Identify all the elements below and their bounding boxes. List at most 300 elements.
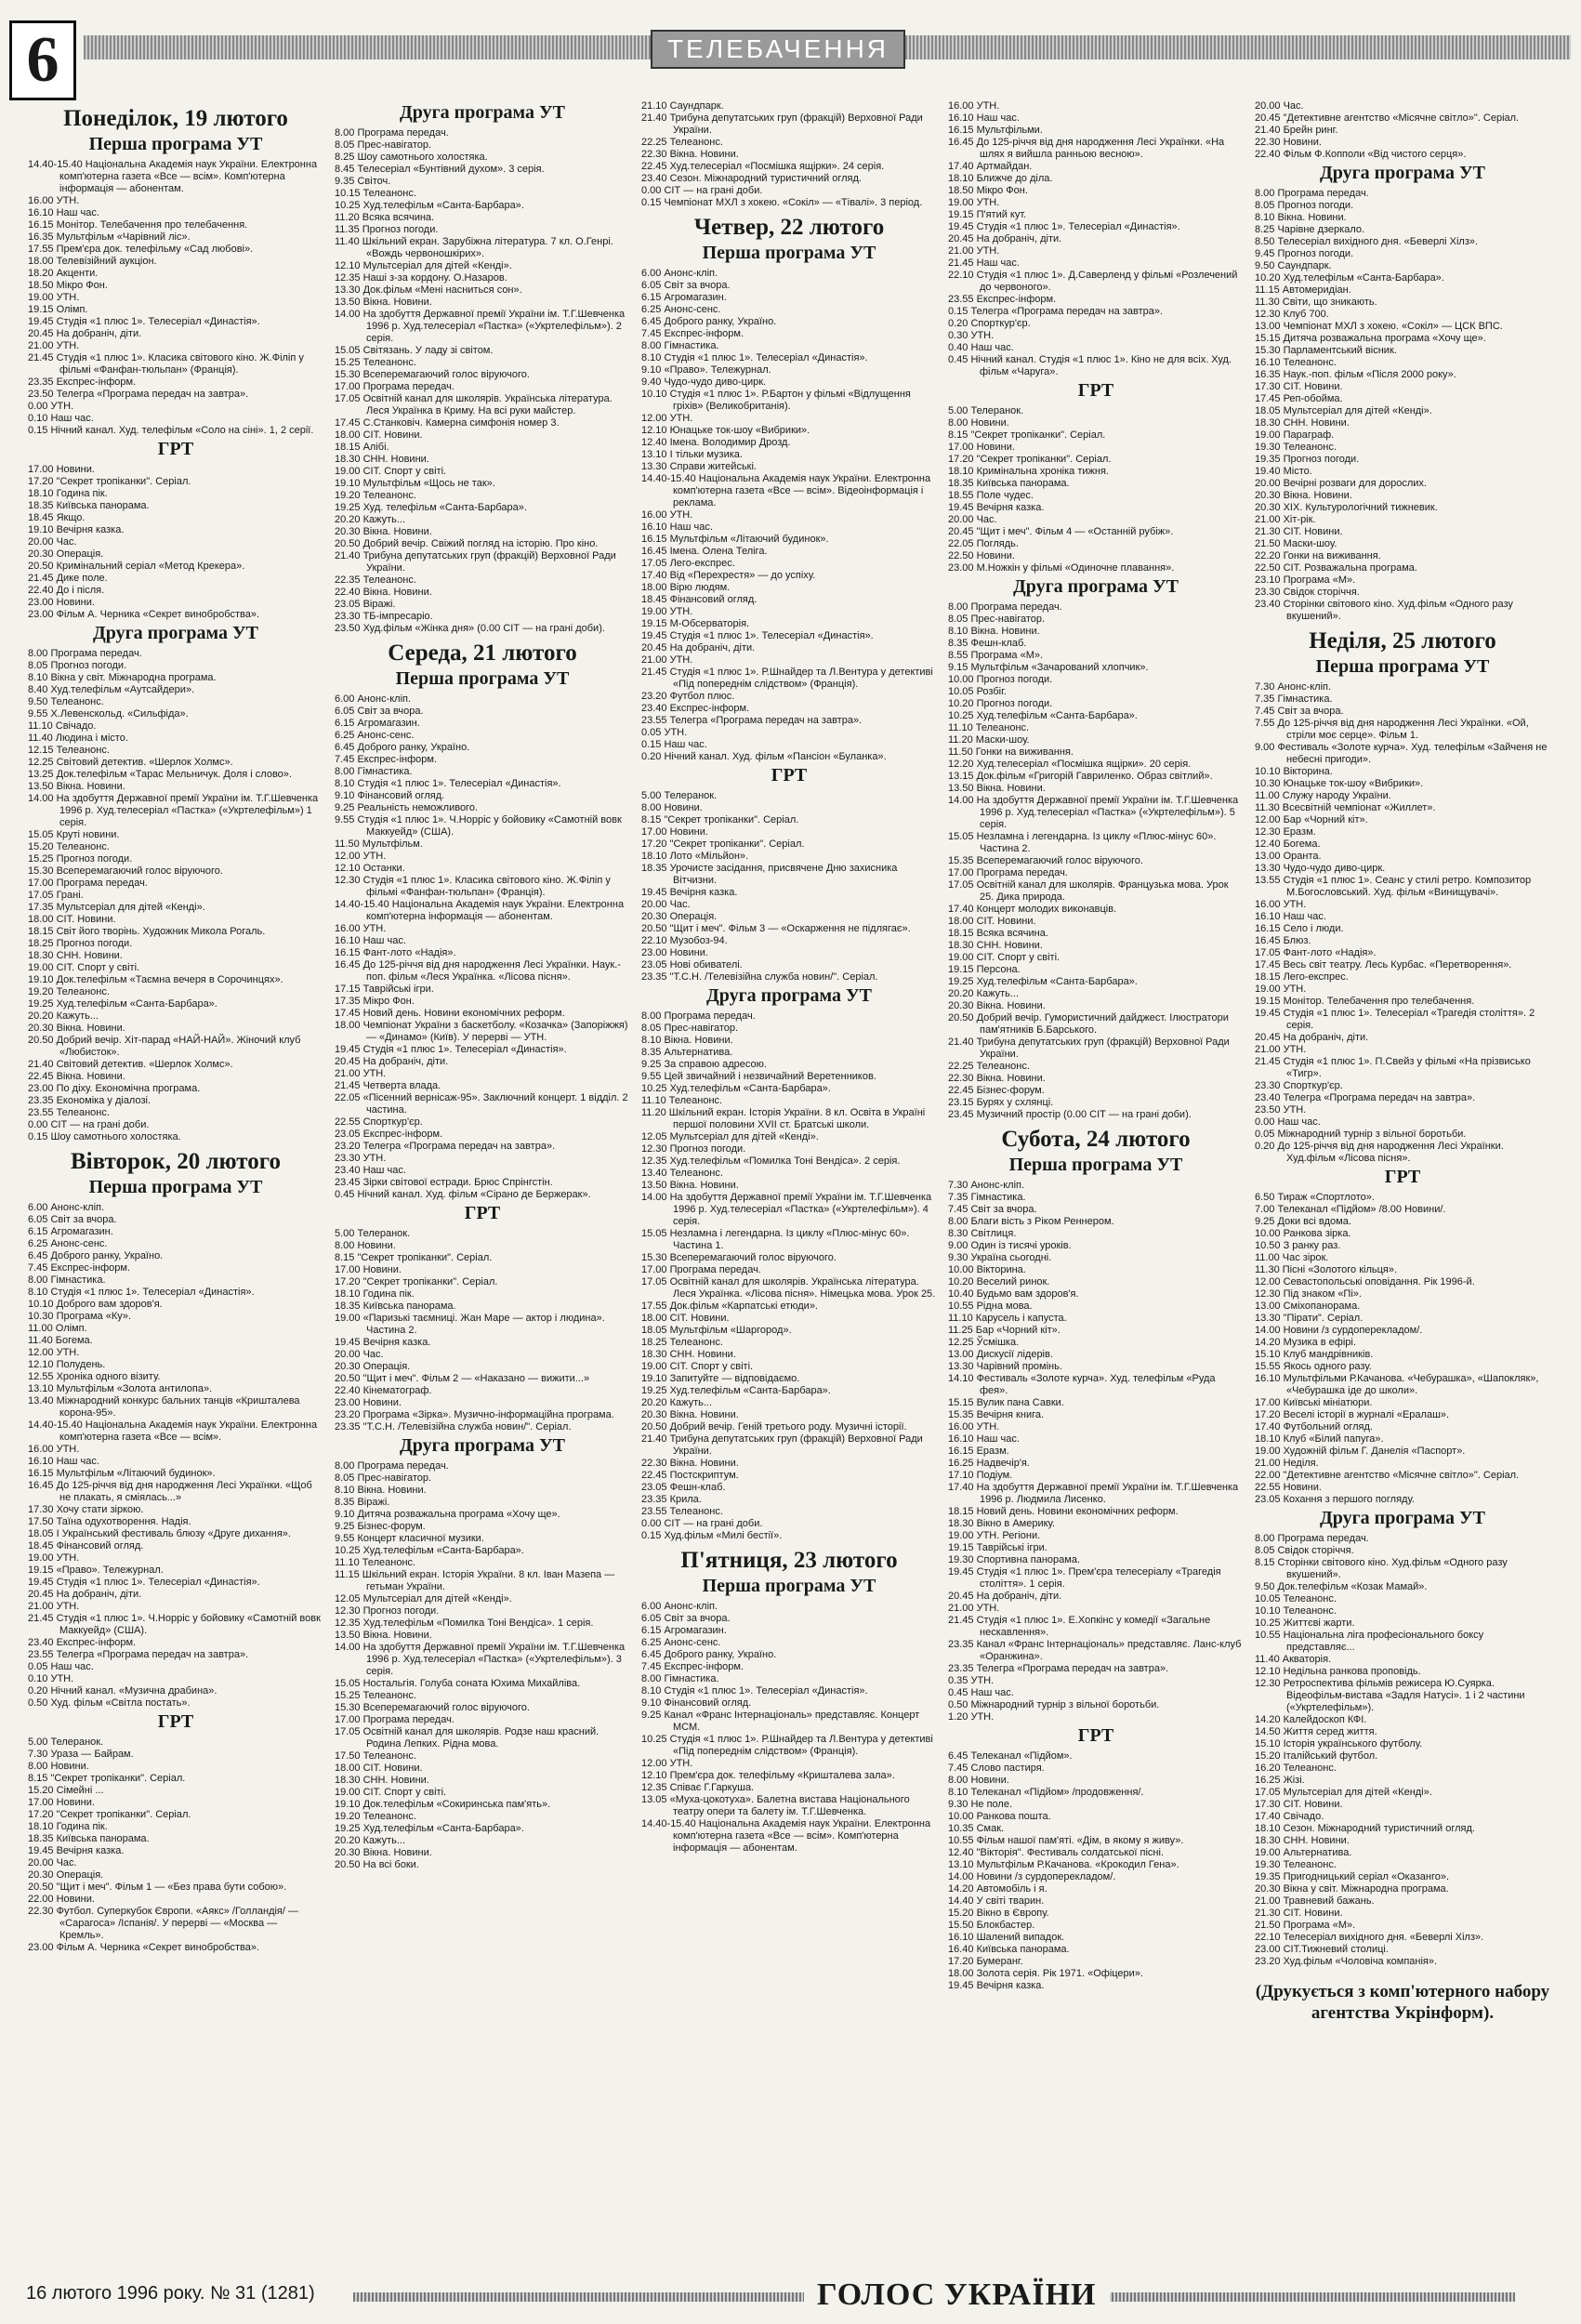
schedule-item: 18.10 Година пік.	[28, 488, 108, 499]
schedule-item: 18.15 Всяка всячина.	[948, 928, 1048, 939]
schedule-item: 19.10 Вечірня казка.	[28, 524, 125, 535]
schedule-item: 6.15 Агромагазин.	[641, 1625, 727, 1636]
schedule-item: 9.55 Концерт класичної музики.	[335, 1533, 484, 1544]
schedule-item: 9.35 Світоч.	[335, 176, 391, 187]
schedule-item: 0.00 СІТ — на грані доби.	[28, 1119, 150, 1130]
schedule-item: 20.50 Добрий вечір. Хіт-парад «НАЙ-НАЙ». Жіночий клуб «Любисток».	[28, 1035, 301, 1058]
schedule-item: 20.45 На добраніч, діти.	[28, 328, 142, 339]
schedule-item: 20.00 Час.	[28, 1857, 77, 1868]
schedule-list	[948, 1180, 1244, 1723]
schedule-list	[28, 159, 323, 437]
schedule-item: 0.40 Наш час.	[948, 342, 1014, 353]
schedule-item: 18.05 І Український фестиваль блюзу «Друге дихання».	[28, 1528, 291, 1539]
schedule-item: 8.10 Вікна. Новини.	[1255, 212, 1347, 223]
schedule-item: 15.50 Блокбастер.	[948, 1920, 1035, 1931]
schedule-item: 13.10 І тільки музика.	[641, 449, 743, 460]
schedule-item: 23.00 СІТ.Тижневий столиці.	[1255, 1944, 1389, 1955]
schedule-item: 23.40 Телегра «Програма передач на завтра».	[1255, 1092, 1476, 1103]
schedule-item: 19.35 Прогноз погоди.	[1255, 454, 1360, 465]
day-heading: Понеділок, 19 лютого	[63, 106, 288, 131]
schedule-item: 11.10 Свічадо.	[28, 720, 97, 732]
schedule-item: 23.55 Телеанонс.	[641, 1506, 723, 1517]
schedule-item: 21.40 Трибуна депутатських груп (фракцій) Верховної Ради України.	[641, 112, 923, 136]
schedule-item: 22.50 Новини.	[948, 550, 1015, 561]
channel-heading: Друга програма УТ	[705, 985, 873, 1006]
schedule-item: 10.05 Розбіг.	[948, 686, 1007, 697]
schedule-item: 19.45 Вечірня казка.	[641, 887, 738, 898]
schedule-item: 19.00 УТН. Регіони.	[948, 1530, 1041, 1541]
schedule-item: 23.50 Телегра «Програма передач на завтра».	[28, 389, 249, 400]
schedule-item: 19.45 Студія «1 плюс 1». Телесеріал «Династія».	[28, 316, 260, 327]
schedule-item: 18.45 Фінансовий огляд.	[641, 594, 758, 605]
schedule-item: 9.10 Фінансовий огляд.	[335, 790, 445, 801]
schedule-item: 13.50 Вікна. Новини.	[641, 1180, 739, 1191]
schedule-item: 10.55 Рідна мова.	[948, 1301, 1033, 1312]
schedule-item: 17.50 Телеанонс.	[335, 1750, 416, 1762]
schedule-item: 23.20 Футбол плюс.	[641, 691, 735, 702]
schedule-item: 21.45 Студія «1 плюс 1». П.Свейз у фільмі «На прізвисько «Тигр».	[1255, 1056, 1531, 1079]
channel-heading: ГРТ	[1077, 1725, 1114, 1746]
schedule-item: 17.05 Лего-експрес.	[641, 558, 735, 569]
schedule-item: 16.45 До 125-річчя від дня народження Лесі Українки. Наук.-поп. фільм «Леся Українка. «Лісова пісня».	[335, 959, 621, 983]
schedule-item: 17.20 "Секрет тропіканки". Серіал.	[28, 476, 191, 487]
schedule-item: 15.10 Клуб мандрівників.	[1255, 1349, 1374, 1360]
schedule-item: 9.15 Мультфільм «Зачарований хлопчик».	[948, 662, 1149, 673]
schedule-item: 22.45 Бізнес-форум.	[948, 1085, 1045, 1096]
schedule-item: 7.35 Гімнастика.	[1255, 693, 1333, 705]
schedule-item: 23.40 Наш час.	[335, 1165, 406, 1176]
schedule-item: 14.20 Калейдоскоп КФІ.	[1255, 1714, 1367, 1725]
schedule-item: 9.10 «Право». Тележурнал.	[641, 364, 771, 376]
schedule-item: 22.40 До і після.	[28, 585, 105, 596]
schedule-item: 19.00 «Паризькі таємниці. Жан Маре — актор і людина». Частина 2.	[335, 1313, 605, 1336]
schedule-list	[28, 1202, 323, 1710]
schedule-item: 19.15 М-Обсерваторія.	[641, 618, 750, 629]
schedule-item: 21.00 Хіт-рік.	[1255, 514, 1316, 525]
schedule-item: 17.20 "Секрет тропіканки". Серіал.	[641, 838, 805, 850]
schedule-item: 8.00 Гімнастика.	[641, 1673, 719, 1684]
schedule-item: 12.05 Мультсеріал для дітей «Кенді».	[335, 1593, 512, 1604]
schedule-item: 17.20 "Секрет тропіканки". Серіал.	[28, 1809, 191, 1820]
schedule-item: 20.30 Вікна. Новини.	[28, 1023, 125, 1034]
schedule-item: 19.25 Худ. телефільм «Санта-Барбара».	[335, 502, 527, 513]
page-header	[0, 0, 1581, 102]
schedule-item: 8.15 "Секрет тропіканки". Серіал.	[335, 1252, 493, 1263]
schedule-item: 18.35 Урочисте засідання, присвячене Дню захисника Вітчизни.	[641, 863, 898, 886]
schedule-item: 17.10 Подіум.	[948, 1470, 1013, 1481]
schedule-item: 21.45 Студія «1 плюс 1». Р.Шнайдер та Л.Вентура у детективі «Під попереднім слідством» (Франція).	[641, 667, 933, 690]
schedule-item: 6.45 Доброго ранку, Україно.	[641, 316, 777, 327]
schedule-item: 14.40 У світі тварин.	[948, 1895, 1045, 1907]
schedule-item: 0.50 Худ. фільм «Світла постать».	[28, 1697, 191, 1709]
schedule-list	[28, 1736, 323, 1954]
schedule-item: 12.10 Мультсеріал для дітей «Кенді».	[335, 260, 512, 271]
schedule-item: 23.00 Новини.	[28, 597, 95, 608]
tv-listings	[28, 100, 1561, 2238]
schedule-item: 20.50 На всі боки.	[335, 1859, 419, 1870]
schedule-item: 17.05 Фант-лото «Надія».	[1255, 947, 1377, 958]
schedule-item: 17.50 Таїна одухотворення. Надія.	[28, 1516, 191, 1527]
schedule-item: 23.00 Новини.	[641, 947, 708, 958]
schedule-item: 10.25 Худ.телефільм «Санта-Барбара».	[335, 200, 524, 211]
schedule-item: 8.10 Студія «1 плюс 1». Телесеріал «Династія».	[28, 1287, 255, 1298]
schedule-item: 18.10 Клуб «Білий папуга».	[1255, 1433, 1384, 1445]
schedule-item: 20.00 Час.	[641, 899, 691, 910]
schedule-item: 12.05 Мультсеріал для дітей «Кенді».	[641, 1131, 819, 1142]
schedule-item: 21.00 УТН.	[1255, 1044, 1307, 1055]
schedule-item: 6.15 Агромагазин.	[641, 292, 727, 303]
schedule-item: 6.05 Світ за вчора.	[335, 706, 424, 717]
schedule-item: 16.10 Наш час.	[28, 1456, 99, 1467]
schedule-item: 0.15 Худ.фільм «Милі бестії».	[641, 1530, 783, 1541]
schedule-item: 8.00 Благи вість з Ріком Реннером.	[948, 1216, 1114, 1227]
schedule-item: 18.50 Мікро Фон.	[948, 185, 1028, 196]
schedule-item: 20.45 "Детективне агентство «Місячне світло»". Серіал.	[1255, 112, 1520, 124]
schedule-item: 17.35 Мультсеріал для дітей «Кенді».	[28, 902, 205, 913]
schedule-item: 13.00 Чемпіонат МХЛ з хокею. «Сокіл» — ЦСК ВПС.	[1255, 321, 1503, 332]
schedule-item: 21.10 Саундпарк.	[641, 100, 724, 112]
schedule-item: 11.10 Телеанонс.	[641, 1095, 723, 1106]
schedule-item: 18.00 Вірю людям.	[641, 582, 731, 593]
channel-heading: ГРТ	[157, 439, 194, 459]
schedule-item: 17.20 Бумеранг.	[948, 1956, 1023, 1967]
schedule-item: 0.15 Наш час.	[641, 739, 707, 750]
schedule-item: 22.10 Музобоз-94.	[641, 935, 728, 946]
schedule-item: 16.40 Київська панорама.	[948, 1944, 1070, 1955]
schedule-item: 11.35 Прогноз погоди.	[335, 224, 439, 235]
schedule-item: 18.10 Сезон. Міжнародний туристичний огляд.	[1255, 1823, 1475, 1834]
schedule-item: 21.00 Травневий бажань.	[1255, 1895, 1375, 1907]
schedule-item: 6.25 Анонс-сенс.	[641, 304, 721, 315]
schedule-item: 12.30 Студія «1 плюс 1». Класика світового кіно. Ж.Філіп у фільмі «Фанфан-тюльпан» (Франція).	[335, 875, 611, 898]
schedule-item: 14.00 На здобуття Державної премії України ім. Т.Г.Шевченка 1996 р. Худ.телесеріал «Пастка» («Укртелефільм»). 5 серія.	[948, 795, 1239, 830]
schedule-item: 17.00 Програма передач.	[335, 1714, 455, 1725]
schedule-item: 6.50 Тираж «Спортлото».	[1255, 1192, 1375, 1203]
channel-heading: ГРТ	[1077, 380, 1114, 401]
schedule-item: 21.45 Студія «1 плюс 1». Е.Хопкінс у комедії «Загальне нескавлення».	[948, 1615, 1211, 1638]
schedule-item: 0.15 Нічний канал. Худ. телефільм «Соло на сіні». 1, 2 серії.	[28, 425, 314, 436]
schedule-item: 0.45 Нічний канал. Худ. фільм «Сірано де Бержерак».	[335, 1189, 591, 1200]
schedule-item: 11.15 Автомеридіан.	[1255, 284, 1351, 296]
schedule-item: 14.00 На здобуття Державної премії України ім. Т.Г.Шевченка 1996 р. Худ.телесеріал «Пастка» («Укртелефільм»). 3 серія.	[335, 1642, 626, 1677]
schedule-item: 19.00 УТН.	[28, 292, 80, 303]
schedule-item: 13.10 Мультфільм «Золота антилопа».	[28, 1383, 213, 1394]
schedule-item: 8.00 Програма передач.	[28, 648, 142, 659]
schedule-item: 15.25 Прогноз погоди.	[28, 853, 133, 865]
schedule-item: 0.00 УТН.	[28, 401, 74, 412]
schedule-item: 12.40 Імена. Володимир Дрозд.	[641, 437, 791, 448]
schedule-item: 11.40 Богема.	[28, 1335, 93, 1346]
schedule-item: 11.00 Служу народу України.	[1255, 790, 1391, 801]
schedule-item: 8.00 Новини.	[28, 1761, 89, 1772]
schedule-item: 8.10 Вікна у світ. Міжнародна програма.	[28, 672, 217, 683]
schedule-item: 23.35 "Т.С.Н. /Телевізійна служба новин/". Серіал.	[335, 1421, 572, 1433]
schedule-item: 19.20 Телеанонс.	[335, 1811, 416, 1822]
schedule-item: 12.30 Прогноз погоди.	[641, 1143, 746, 1155]
schedule-item: 8.35 Фешн-клаб.	[948, 638, 1027, 649]
schedule-item: 9.50 Саундпарк.	[1255, 260, 1332, 271]
schedule-item: 18.15 Світ його творінь. Художник Микола Рогаль.	[28, 926, 266, 937]
schedule-item: 13.30 Чарівний промінь.	[948, 1361, 1062, 1372]
schedule-item: 19.00 СІТ. Спорт у світі.	[335, 1787, 447, 1798]
schedule-item: 12.25 Ўсмішка.	[948, 1337, 1020, 1348]
schedule-item: 18.45 Фінансовий огляд.	[28, 1540, 144, 1552]
schedule-item: 17.05 Грані.	[28, 890, 84, 901]
schedule-item: 15.10 Історія українського футболу.	[1255, 1738, 1423, 1750]
schedule-item: 10.05 Телеанонс.	[1255, 1593, 1337, 1604]
schedule-item: 10.10 Доброго вам здоров'я.	[28, 1299, 163, 1310]
schedule-item: 20.30 Вікна. Новини.	[641, 1409, 739, 1420]
channel-heading: Друга програма УТ	[1319, 163, 1486, 183]
issue-date: 16 лютого 1996 року. № 31 (1281)	[26, 2283, 315, 2304]
schedule-item: 11.00 Час зірок.	[1255, 1252, 1329, 1263]
schedule-item: 23.35 "Т.С.Н. /Телевізійна служба новин/". Серіал.	[641, 971, 878, 983]
schedule-item: 18.00 СІТ. Новини.	[641, 1313, 730, 1324]
schedule-item: 8.05 Прес-навігатор.	[335, 139, 432, 151]
schedule-item: 17.05 Мультсеріал для дітей «Кенді».	[1255, 1787, 1432, 1798]
schedule-list	[641, 1601, 937, 1855]
schedule-item: 17.35 Мікро Фон.	[335, 996, 415, 1007]
schedule-item: 17.30 СІТ. Новини.	[1255, 1799, 1343, 1810]
schedule-item: 12.00 УТН.	[28, 1347, 80, 1358]
schedule-list	[335, 693, 630, 1201]
schedule-item: 6.45 Доброго ранку, Україно.	[28, 1250, 164, 1261]
schedule-item: 11.40 Шкільний екран. Зарубіжна література. 7 кл. О.Генрі. «Вождь червоношкірих».	[335, 236, 613, 259]
schedule-item: 10.10 Студія «1 плюс 1». Р.Бартон у фільмі «Відлущення гріхів» (Великобританія).	[641, 389, 911, 412]
schedule-item: 9.25 За справою адресою.	[641, 1059, 767, 1070]
channel-heading: Друга програма УТ	[399, 102, 566, 123]
schedule-list	[1255, 1192, 1550, 1506]
schedule-item: 18.10 Ближче до діла.	[948, 173, 1053, 184]
schedule-item: 8.15 "Секрет тропіканки". Серіал.	[641, 814, 799, 825]
schedule-item: 14.20 Музика в ефірі.	[1255, 1337, 1356, 1348]
schedule-item: 6.45 Доброго ранку, Україно.	[641, 1649, 777, 1660]
schedule-item: 20.30 ХІХ. Культурологічний тижневик.	[1255, 502, 1438, 513]
schedule-item: 16.25 Жізі.	[1255, 1775, 1305, 1786]
schedule-item: 18.20 Акценти.	[28, 268, 99, 279]
schedule-item: 16.10 Наш час.	[641, 522, 713, 533]
schedule-item: 18.30 СНН. Новини.	[1255, 1835, 1350, 1846]
schedule-item: 15.35 Вечірня книга.	[948, 1409, 1045, 1420]
channel-heading: Перша програма УТ	[702, 1576, 876, 1596]
schedule-item: 11.10 Телеанонс.	[335, 1557, 416, 1568]
schedule-item: 19.45 Вечірня казка.	[948, 502, 1045, 513]
schedule-item: 17.00 Новини.	[335, 1264, 402, 1275]
schedule-list	[948, 405, 1244, 574]
schedule-item: 19.20 Телеанонс.	[28, 986, 110, 997]
schedule-item: 21.45 Студія «1 плюс 1». Класика світового кіно. Ж.Філіп у фільмі «Фанфан-тюльпан» (Франція).	[28, 352, 304, 376]
schedule-item: 21.50 Програма «М».	[1255, 1920, 1356, 1931]
schedule-item: 0.15 Шоу самотнього холостяка.	[28, 1131, 181, 1142]
schedule-item: 8.00 Програма передач.	[335, 1460, 449, 1472]
schedule-item: 14.40-15.40 Національна Академія наук України. Електронна комп'ютерна газета «Все — всім». Комп'ютерна інформація — абонентам.	[28, 159, 318, 194]
schedule-item: 13.40 Міжнародний конкурс бальних танців «Кришталева корона-95».	[28, 1395, 300, 1419]
schedule-item: 12.35 Наші з-за кордону. О.Назаров.	[335, 272, 507, 284]
schedule-item: 14.00 Новини /з сурдоперекладом/.	[1255, 1325, 1423, 1336]
schedule-item: 22.10 Студія «1 плюс 1». Д.Саверленд у фільмі «Розлечений до червоного».	[948, 270, 1238, 293]
schedule-item: 9.25 Бізнес-форум.	[335, 1521, 426, 1532]
schedule-list	[1255, 188, 1550, 623]
schedule-item: 11.20 Шкільний екран. Історія України. 8 кл. Освіта в Україні першої половини XVII ст. Братські школи.	[641, 1107, 926, 1130]
schedule-item: 17.20 "Секрет тропіканки". Серіал.	[335, 1276, 498, 1287]
schedule-item: 20.20 Кажуть...	[641, 1397, 713, 1408]
schedule-item: 18.25 Прогноз погоди.	[28, 938, 133, 949]
schedule-item: 8.00 Програма передач.	[1255, 1533, 1369, 1544]
schedule-item: 22.35 Телеанонс.	[335, 574, 416, 586]
schedule-item: 19.00 Параграф.	[1255, 429, 1335, 441]
schedule-list	[948, 1750, 1244, 1992]
schedule-item: 5.00 Телеранок.	[948, 405, 1024, 416]
schedule-item: 15.05 Круті новини.	[28, 829, 120, 840]
schedule-item: 6.05 Світ за вчора.	[28, 1214, 117, 1225]
schedule-list	[948, 601, 1244, 1121]
schedule-item: 19.25 Худ.телефільм «Санта-Барбара».	[28, 998, 217, 1010]
schedule-item: 6.15 Агромагазин.	[28, 1226, 113, 1237]
schedule-item: 9.45 Прогноз погоди.	[1255, 248, 1354, 259]
schedule-item: 18.50 Мікро Фон.	[28, 280, 108, 291]
schedule-item: 10.25 Худ.телефільм «Санта-Барбара».	[948, 710, 1138, 721]
schedule-item: 8.05 Прес-навігатор.	[948, 614, 1046, 625]
schedule-item: 19.40 Місто.	[1255, 466, 1312, 477]
schedule-item: 23.40 Експрес-інформ.	[28, 1637, 137, 1648]
schedule-item: 18.10 Кримінальна хроніка тижня.	[948, 466, 1109, 477]
schedule-item: 12.25 Світовий детектив. «Шерлок Холмс».	[28, 757, 233, 768]
schedule-item: 20.50 Добрий вечір. Гумористичний дайджест. Ілюстратори пам'ятників Б.Барського.	[948, 1012, 1229, 1036]
schedule-item: 21.00 УТН.	[948, 245, 1000, 257]
schedule-item: 10.50 З ранку раз.	[1255, 1240, 1341, 1251]
schedule-item: 22.30 Вікна. Новини.	[948, 1073, 1046, 1084]
schedule-item: 23.05 Фешн-клаб.	[641, 1482, 726, 1493]
schedule-list	[948, 100, 1244, 378]
schedule-item: 22.05 Поглядь.	[948, 538, 1019, 549]
schedule-list	[28, 648, 323, 1143]
schedule-item: 8.00 Програма передач.	[948, 601, 1062, 613]
schedule-list	[1255, 1533, 1550, 1968]
schedule-item: 16.15 Село і люди.	[1255, 923, 1344, 934]
schedule-item: 9.30 Україна сьогодні.	[948, 1252, 1052, 1263]
schedule-item: 9.00 Один із тисячі уроків.	[948, 1240, 1072, 1251]
schedule-item: 16.45 Імена. Олена Теліга.	[641, 546, 768, 557]
schedule-item: 23.00 Фільм А. Черника «Секрет винобробства».	[28, 1942, 260, 1953]
schedule-item: 8.00 Програма передач.	[335, 127, 449, 139]
schedule-item: 9.25 Доки всі вдома.	[1255, 1216, 1351, 1227]
channel-heading: Друга програма УТ	[399, 1435, 566, 1456]
schedule-item: 11.50 Мультфільм.	[335, 838, 423, 850]
schedule-item: 17.00 Програма передач.	[948, 867, 1068, 878]
schedule-item: 0.10 УТН.	[28, 1673, 74, 1684]
schedule-item: 16.15 Мультфільми.	[948, 125, 1043, 136]
schedule-list	[641, 1010, 937, 1542]
schedule-item: 13.00 Оранта.	[1255, 851, 1322, 862]
schedule-item: 6.05 Світ за вчора.	[641, 1613, 731, 1624]
schedule-item: 23.05 Нові обивателі.	[641, 959, 743, 971]
schedule-item: 0.15 Телегра «Програма передач на завтра».	[948, 306, 1164, 317]
schedule-item: 20.00 Час.	[1255, 100, 1304, 112]
schedule-item: 23.55 Телегра «Програма передач на завтра».	[28, 1649, 249, 1660]
schedule-item: 18.30 СНН. Новини.	[1255, 417, 1350, 429]
schedule-item: 9.25 Канал «Франс Інтернаціональ» представляє. Концерт МСМ.	[641, 1710, 920, 1733]
day-heading: Четвер, 22 лютого	[693, 215, 885, 240]
schedule-item: 12.00 УТН.	[641, 413, 693, 424]
schedule-item: 8.30 Світлиця.	[948, 1228, 1017, 1239]
schedule-item: 15.20 Сімейні ...	[28, 1785, 104, 1796]
schedule-item: 20.50 "Щит і меч". Фільм 1 — «Без права бути собою».	[28, 1882, 287, 1893]
schedule-item: 15.20 Телеанонс.	[28, 841, 110, 852]
schedule-item: 16.35 Мультфільм «Чарівний ліс».	[28, 231, 191, 243]
schedule-item: 20.50 "Щит і меч". Фільм 3 — «Оскарження не підлягає».	[641, 923, 911, 934]
schedule-item: 16.10 Шалений випадок.	[948, 1932, 1065, 1943]
column-4	[948, 100, 1244, 2238]
schedule-item: 8.40 Худ.телефільм «Аутсайдери».	[28, 684, 195, 695]
schedule-item: 6.05 Світ за вчора.	[641, 280, 731, 291]
schedule-item: 0.20 Нічний канал. Худ. фільм «Пансіон «Буланка».	[641, 751, 887, 762]
schedule-item: 12.10 Недільна ранкова проповідь.	[1255, 1666, 1421, 1677]
schedule-item: 19.00 Альтернатива.	[1255, 1847, 1352, 1858]
schedule-item: 12.40 "Вікторія". Фестиваль солдатської пісні.	[948, 1847, 1164, 1858]
schedule-item: 6.45 Телеканал «Підйом».	[948, 1750, 1073, 1762]
schedule-item: 13.15 Док.фільм «Григорій Гавриленко. Образ світлий».	[948, 771, 1213, 782]
schedule-item: 23.55 Телеанонс.	[28, 1107, 110, 1118]
schedule-item: 19.15 «Право». Тележурнал.	[28, 1565, 164, 1576]
schedule-item: 22.00 Новини.	[28, 1894, 95, 1905]
schedule-item: 8.00 Новини.	[335, 1240, 396, 1251]
schedule-item: 17.00 Новини.	[28, 1797, 95, 1808]
schedule-item: 14.00 На здобуття Державної премії України ім. Т.Г.Шевченка 1996 р. Худ.телесеріал «Пастка» («Укртелефільм») 1 серія.	[28, 793, 319, 828]
schedule-item: 12.10 Прем'єра док. телефільму «Кришталева зала».	[641, 1770, 895, 1781]
schedule-item: 20.45 На добраніч, діти.	[1255, 1032, 1369, 1043]
schedule-item: 10.30 Програма «Ку».	[28, 1311, 132, 1322]
schedule-item: 12.15 Телеанонс.	[28, 745, 110, 756]
schedule-item: 1.20 УТН.	[948, 1711, 995, 1723]
schedule-item: 10.55 Фільм нашої пам'яті. «Дім, в якому я живу».	[948, 1835, 1184, 1846]
schedule-item: 8.15 "Секрет тропіканки". Серіал.	[948, 429, 1106, 441]
schedule-item: 21.40 Трибуна депутатських груп (фракцій) Верховної Ради України.	[641, 1433, 923, 1457]
schedule-item: 19.45 Студія «1 плюс 1». Телесеріал «Династія».	[28, 1577, 260, 1588]
schedule-item: 22.30 Новини.	[1255, 137, 1322, 148]
schedule-item: 17.45 Реп-обойма.	[1255, 393, 1343, 404]
schedule-item: 22.05 «Пісенний вернісаж-95». Заключний концерт. 1 відділ. 2 частина.	[335, 1092, 628, 1116]
schedule-item: 7.45 Експрес-інформ.	[641, 328, 744, 339]
schedule-item: 14.20 Автомобіль і я.	[948, 1883, 1047, 1895]
schedule-item: 19.10 Мультфільм «Щось не так».	[335, 478, 495, 489]
schedule-item: 20.20 Кажуть...	[335, 1835, 406, 1846]
channel-heading: Перша програма УТ	[1315, 656, 1490, 677]
schedule-item: 22.40 Вікна. Новини.	[335, 587, 432, 598]
schedule-item: 23.50 Худ.фільм «Жінка дня» (0.00 СІТ — на грані доби).	[335, 623, 605, 634]
schedule-item: 9.00 Фестиваль «Золоте курча». Худ. телефільм «Зайченя не небесні пригоди».	[1255, 742, 1548, 765]
schedule-item: 11.10 Карусель і капуста.	[948, 1313, 1067, 1324]
schedule-item: 22.10 Телесеріал вихідного дня. «Беверлі Хілз».	[1255, 1932, 1484, 1943]
schedule-item: 16.15 Мультфільм «Літаючий будинок».	[641, 534, 829, 545]
schedule-item: 8.10 Студія «1 плюс 1». Телесеріал «Династія».	[641, 352, 868, 363]
schedule-item: 12.30 Прогноз погоди.	[335, 1605, 440, 1617]
schedule-item: 21.00 УТН.	[28, 340, 80, 351]
schedule-item: 13.10 Мультфільм Р.Качанова. «Крокодил Гена».	[948, 1859, 1179, 1870]
column-2	[335, 100, 630, 2238]
schedule-item: 18.00 СІТ. Новини.	[28, 914, 116, 925]
schedule-item: 0.20 До 125-річчя від дня народження Лесі Українки. Худ.фільм «Лісова пісня».	[1255, 1141, 1504, 1164]
schedule-item: 9.50 Телеанонс.	[28, 696, 104, 707]
schedule-item: 22.55 Спорткур'єр.	[335, 1116, 423, 1128]
schedule-item: 20.50 Добрий вечір. Геній третього роду. Музичні історії.	[641, 1421, 907, 1433]
schedule-item: 0.35 УТН.	[948, 1675, 995, 1686]
schedule-item: 13.30 Справи житейські.	[641, 461, 757, 472]
schedule-item: 20.30 Вікна у світ. Міжнародна програма.	[1255, 1883, 1449, 1895]
column-5	[1255, 100, 1550, 2238]
schedule-item: 7.45 Експрес-інформ.	[641, 1661, 744, 1672]
schedule-item: 23.55 Експрес-інформ.	[948, 294, 1057, 305]
schedule-item: 18.00 СІТ. Новини.	[335, 1763, 423, 1774]
